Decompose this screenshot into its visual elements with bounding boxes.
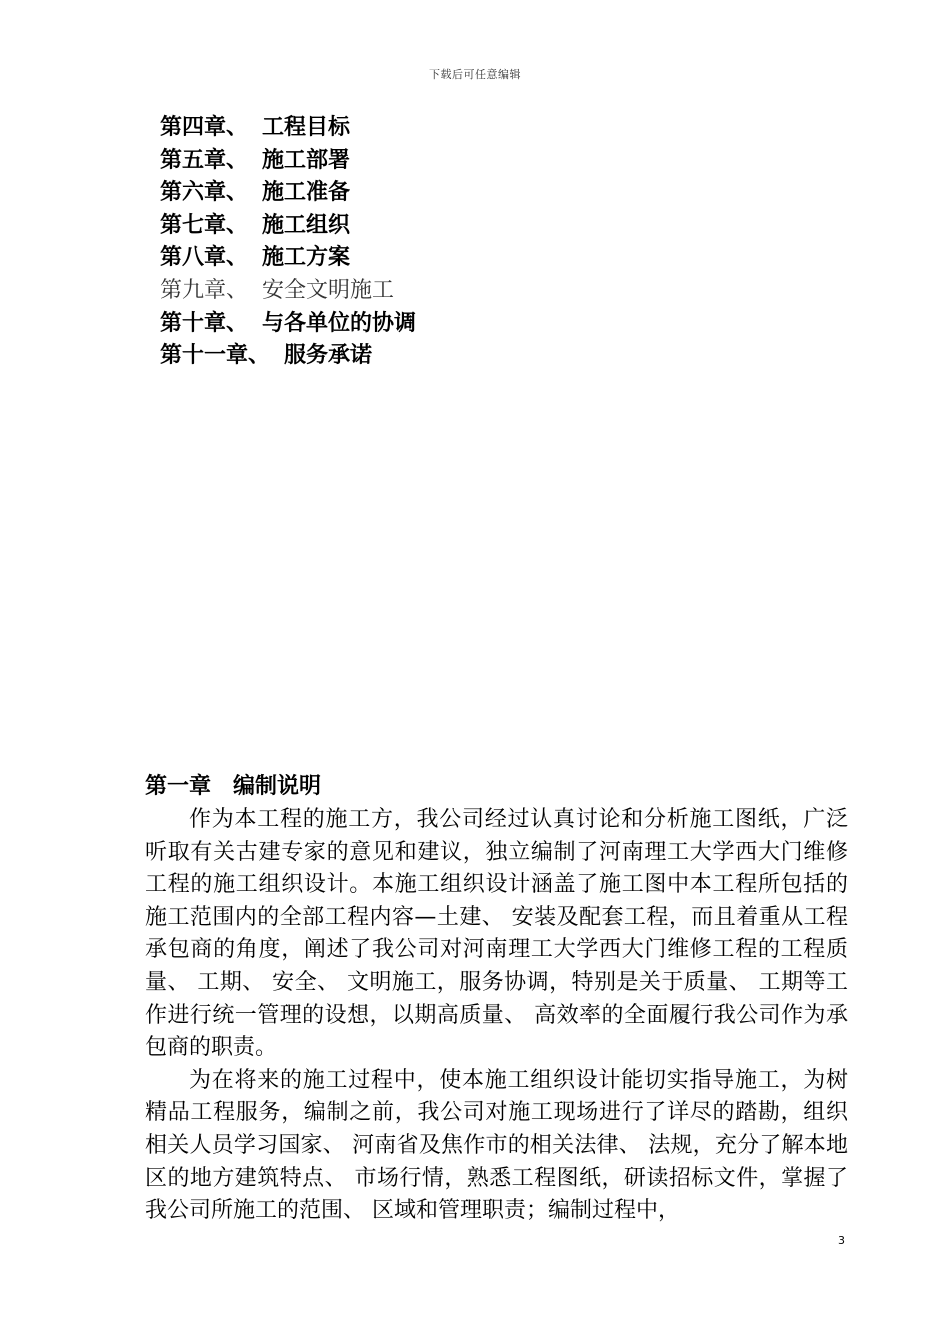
page-number: 3 bbox=[838, 1234, 845, 1247]
toc-chapter-title: 施工组织 bbox=[262, 212, 351, 238]
body-paragraph: 作为本工程的施工方，我公司经过认真讨论和分析施工图纸，广泛听取有关古建专家的意见和建议，独立编制了河南理工大学西大门维修工程的施工组织设计。本施工组织设计涵盖了施工图中本工程所包括的施工范围内的全部工程内容—土建、 安装及配套工程，而且着重从工程承包商的角度，阐述了我公司对河南理工大学西大门维修工程的工程质量、 工期、 安全、 文明施工，服务协调，特别是关于质量、 工期等工作进行统一管理的设想，以期高质量、 高效率的全面履行我公司作为承包商的职责。 bbox=[145, 807, 848, 1061]
chapter-body bbox=[145, 804, 848, 1228]
toc-chapter-title: 工程目标 bbox=[262, 115, 351, 140]
toc-item bbox=[160, 112, 416, 145]
toc-chapter-title: 服务承诺 bbox=[284, 343, 373, 369]
toc-chapter-title: 施工准备 bbox=[262, 180, 351, 206]
toc-item bbox=[160, 308, 416, 341]
toc-chapter-number: 第八章、 bbox=[160, 245, 249, 271]
toc-item bbox=[160, 340, 416, 373]
chapter-number: 第一章 bbox=[145, 774, 212, 799]
chapter-title: 编制说明 bbox=[233, 774, 322, 799]
toc-chapter-number: 第六章、 bbox=[160, 180, 249, 206]
toc-chapter-number: 第九章、 bbox=[160, 277, 249, 303]
toc-chapter-title: 与各单位的协调 bbox=[262, 310, 417, 336]
toc-item bbox=[160, 145, 416, 178]
header-note: 下载后可任意编辑 bbox=[429, 68, 521, 81]
toc-chapter-title: 施工部署 bbox=[262, 147, 351, 173]
toc-chapter-number: 第七章、 bbox=[160, 212, 249, 238]
toc-item bbox=[160, 275, 416, 308]
toc-chapter-number: 第十一章、 bbox=[160, 343, 271, 369]
toc-item bbox=[160, 242, 416, 275]
toc-item bbox=[160, 177, 416, 210]
toc-chapter-title: 安全文明施工 bbox=[262, 277, 395, 303]
chapter-heading bbox=[145, 772, 321, 802]
body-paragraph: 为在将来的施工过程中，使本施工组织设计能切实指导施工，为树精品工程服务，编制之前，我公司对施工现场进行了详尽的踏勘，组织相关人员学习国家、 河南省及焦作市的相关法律、 法规，充分了解本地区的地方建筑特点、 市场行情，熟悉工程图纸，研读招标文件，掌握了我公司所施工的范围、 区域和管理职责；编制过程中， bbox=[145, 1067, 848, 1224]
toc-chapter-number: 第五章、 bbox=[160, 147, 249, 173]
toc-chapter-number: 第十章、 bbox=[160, 310, 249, 336]
table-of-contents bbox=[160, 112, 416, 373]
toc-item bbox=[160, 210, 416, 243]
toc-chapter-title: 施工方案 bbox=[262, 245, 351, 271]
toc-chapter-number: 第四章、 bbox=[160, 115, 249, 140]
